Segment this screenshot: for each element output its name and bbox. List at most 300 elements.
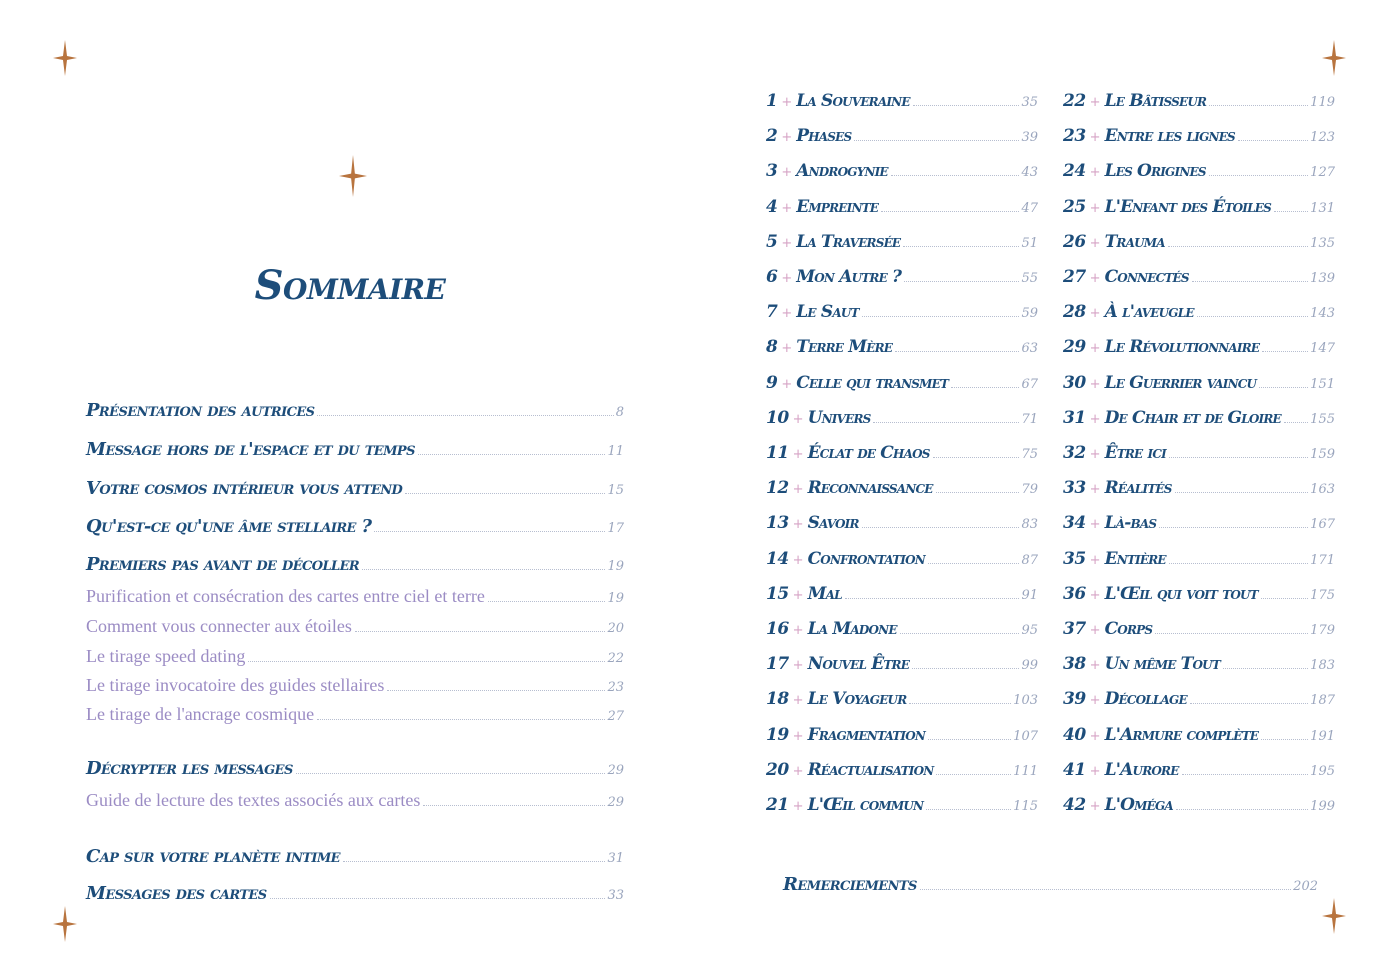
toc-entry-label: Le tirage de l'ancrage cosmique: [86, 704, 315, 724]
card-entry[interactable]: [1063, 584, 1335, 604]
card-entry[interactable]: [766, 654, 1038, 674]
dot-leader: [862, 316, 1020, 317]
card-name: Mon Autre ?: [796, 267, 902, 287]
card-name: L'Œil qui voit tout: [1104, 583, 1258, 604]
card-entry[interactable]: [766, 443, 1038, 463]
card-number: 17: [766, 654, 789, 675]
plus-separator-icon: +: [781, 235, 793, 251]
card-entry[interactable]: [1063, 443, 1335, 463]
card-number: 34: [1063, 513, 1086, 534]
dot-leader: [881, 211, 1019, 212]
dot-leader: [951, 387, 1019, 388]
card-page: 127: [1310, 165, 1335, 181]
plus-separator-icon: +: [1089, 693, 1101, 709]
card-entry[interactable]: [1063, 302, 1335, 322]
card-name: Terre Mère: [796, 337, 893, 358]
dot-leader: [936, 774, 1011, 775]
card-page: 159: [1310, 447, 1335, 462]
card-entry[interactable]: [766, 513, 1038, 533]
card-page: 155: [1310, 411, 1335, 427]
dot-leader: [405, 493, 605, 494]
card-name: La Madone: [807, 619, 897, 639]
dot-leader: [862, 527, 1020, 528]
card-entry[interactable]: [1063, 760, 1335, 780]
card-page: 91: [1021, 587, 1038, 603]
dot-leader: [926, 809, 1011, 810]
dot-leader: [845, 598, 1020, 599]
card-entry[interactable]: [766, 725, 1038, 745]
card-entry[interactable]: [1063, 549, 1335, 569]
dot-leader: [1190, 703, 1308, 704]
card-entry[interactable]: [1063, 267, 1335, 287]
card-page: 163: [1310, 482, 1335, 498]
card-name: Savoir: [807, 513, 859, 534]
card-entry[interactable]: [766, 795, 1038, 815]
toc-subsection-entry[interactable]: [86, 586, 624, 607]
card-page: 59: [1021, 306, 1038, 322]
card-number: 25: [1063, 196, 1086, 217]
card-number: 6: [766, 267, 778, 287]
card-entry[interactable]: [1063, 795, 1335, 815]
card-entry[interactable]: [1063, 408, 1335, 428]
card-page: 67: [1021, 376, 1038, 392]
card-page: 199: [1310, 799, 1335, 814]
plus-separator-icon: +: [781, 165, 793, 181]
card-number: 37: [1063, 619, 1086, 639]
dot-leader: [418, 454, 606, 455]
plus-separator-icon: +: [1089, 552, 1101, 568]
dot-leader: [920, 889, 1291, 890]
plus-separator-icon: +: [1089, 482, 1101, 498]
card-entry[interactable]: [766, 126, 1038, 146]
card-entry[interactable]: [766, 408, 1038, 428]
toc-entry-label: Message hors de l'espace et du temps: [86, 439, 415, 460]
card-name: Entière: [1104, 548, 1166, 569]
card-name: Un même Tout: [1104, 654, 1220, 675]
card-page: 119: [1310, 95, 1335, 110]
dot-leader: [904, 281, 1019, 282]
card-name: Fragmentation: [807, 724, 926, 745]
plus-separator-icon: +: [792, 763, 804, 779]
plus-separator-icon: +: [1089, 130, 1101, 146]
card-number: 16: [766, 619, 789, 639]
toc-entry-page: 29: [607, 795, 624, 810]
plus-separator-icon: +: [1089, 517, 1101, 533]
card-page: 147: [1310, 341, 1335, 357]
toc-section-entry[interactable]: [86, 883, 624, 904]
card-entry[interactable]: [1063, 478, 1335, 498]
plus-separator-icon: +: [1089, 799, 1101, 814]
card-number: 1: [766, 91, 778, 111]
dot-leader: [343, 861, 606, 862]
star-ornament-top-right: [1322, 40, 1346, 76]
card-name: Le Révolutionnaire: [1104, 337, 1260, 358]
card-page: 75: [1021, 447, 1038, 462]
toc-entry-page: 202: [1293, 879, 1318, 894]
plus-separator-icon: +: [781, 376, 793, 392]
card-page: 171: [1310, 552, 1335, 568]
star-ornament-bottom-left: [53, 906, 77, 942]
dot-leader: [1261, 598, 1308, 599]
card-name: Nouvel Être: [807, 654, 910, 675]
dot-leader: [1238, 140, 1308, 141]
toc-entry-page: 11: [607, 444, 624, 459]
dot-leader: [296, 773, 606, 774]
toc-section-entry[interactable]: [86, 400, 624, 421]
card-page: 95: [1021, 623, 1038, 638]
plus-separator-icon: +: [792, 447, 804, 462]
plus-separator-icon: +: [1089, 376, 1101, 392]
dot-leader: [903, 246, 1019, 247]
card-entry[interactable]: [1063, 689, 1335, 709]
plus-separator-icon: +: [1089, 411, 1101, 427]
plus-separator-icon: +: [792, 728, 804, 744]
card-number: 28: [1063, 302, 1086, 323]
card-name: Confrontation: [807, 548, 925, 569]
toc-subsection-entry[interactable]: [86, 790, 624, 811]
card-page: 143: [1310, 306, 1335, 322]
card-page: 191: [1310, 728, 1335, 744]
card-entry[interactable]: [1063, 373, 1335, 393]
plus-separator-icon: +: [781, 200, 793, 216]
toc-entry-label: Décrypter les messages: [86, 758, 293, 779]
toc-entry-label: Purification et consécration des cartes entre ciel et terre: [86, 586, 485, 606]
card-entry[interactable]: [1063, 91, 1335, 111]
toc-entry-label: Qu'est-ce qu'une âme stellaire ?: [86, 516, 372, 537]
toc-entry-page: 27: [607, 709, 624, 724]
toc-entry-remerciements[interactable]: [783, 874, 1318, 895]
card-number: 8: [766, 337, 778, 358]
dot-leader: [1209, 175, 1308, 176]
card-entry[interactable]: [766, 619, 1038, 639]
toc-entry-label: Votre cosmos intérieur vous attend: [86, 478, 403, 499]
card-page: 99: [1021, 658, 1038, 674]
card-number: 38: [1063, 654, 1086, 675]
dot-leader: [928, 739, 1011, 740]
toc-entry-label: Guide de lecture des textes associés aux cartes: [86, 790, 421, 810]
card-number: 14: [766, 548, 789, 569]
toc-entry-page: 19: [607, 591, 624, 606]
dot-leader: [488, 601, 606, 602]
card-number: 30: [1063, 372, 1086, 393]
toc-entry-page: 15: [607, 483, 624, 498]
card-name: Les Origines: [1104, 161, 1206, 182]
plus-separator-icon: +: [781, 341, 793, 357]
card-number: 13: [766, 513, 789, 534]
card-number: 7: [766, 302, 778, 323]
plus-separator-icon: +: [1089, 341, 1101, 357]
card-page: 139: [1310, 271, 1335, 286]
dot-leader: [895, 351, 1019, 352]
card-page: 131: [1310, 200, 1335, 216]
card-number: 12: [766, 478, 789, 499]
plus-separator-icon: +: [792, 658, 804, 674]
dot-leader: [1175, 492, 1309, 493]
dot-leader: [1209, 105, 1308, 106]
card-page: 195: [1310, 763, 1335, 779]
dot-leader: [1197, 316, 1308, 317]
card-name: Mal: [807, 583, 842, 604]
dot-leader: [900, 633, 1020, 634]
toc-entry-page: 17: [607, 521, 624, 536]
plus-separator-icon: +: [792, 799, 804, 814]
star-ornament-top-left: [53, 40, 77, 76]
card-entry[interactable]: [1063, 197, 1335, 217]
plus-separator-icon: +: [1089, 658, 1101, 674]
card-page: 63: [1021, 341, 1038, 357]
card-number: 10: [766, 407, 789, 428]
dot-leader: [355, 631, 606, 632]
card-entry[interactable]: [1063, 232, 1335, 252]
card-page: 43: [1021, 165, 1038, 181]
card-number: 9: [766, 372, 778, 393]
dot-leader: [270, 898, 606, 899]
toc-entry-page: 22: [607, 651, 624, 666]
plus-separator-icon: +: [792, 552, 804, 568]
card-page: 179: [1310, 623, 1335, 638]
dot-leader: [933, 457, 1020, 458]
card-name: Le Saut: [796, 302, 859, 323]
dot-leader: [248, 661, 605, 662]
card-entry[interactable]: [1063, 619, 1335, 639]
dot-leader: [854, 140, 1019, 141]
card-number: 39: [1063, 689, 1086, 710]
dot-leader: [387, 690, 605, 691]
plus-separator-icon: +: [792, 587, 804, 603]
card-page: 175: [1310, 587, 1335, 603]
toc-section-entry[interactable]: [86, 846, 624, 867]
plus-separator-icon: +: [792, 623, 804, 638]
card-entry[interactable]: [766, 91, 1038, 111]
dot-leader: [913, 105, 1020, 106]
card-page: 103: [1013, 693, 1038, 709]
card-page: 111: [1013, 763, 1038, 779]
toc-entry-page: 33: [607, 888, 624, 903]
card-number: 3: [766, 161, 778, 182]
plus-separator-icon: +: [792, 482, 804, 498]
card-page: 115: [1013, 799, 1038, 814]
toc-entry-label: Cap sur votre planète intime: [86, 846, 340, 867]
card-page: 167: [1310, 517, 1335, 533]
card-page: 35: [1021, 95, 1038, 110]
dot-leader: [1169, 457, 1308, 458]
toc-entry-page: 23: [607, 680, 624, 695]
plus-separator-icon: +: [1089, 728, 1101, 744]
card-name: Le Bâtisseur: [1104, 91, 1207, 111]
card-page: 39: [1021, 130, 1038, 146]
card-name: La Souveraine: [796, 91, 910, 111]
card-entry[interactable]: [766, 373, 1038, 393]
card-entry[interactable]: [1063, 161, 1335, 181]
dot-leader: [1169, 563, 1308, 564]
card-number: 41: [1063, 759, 1086, 780]
card-entry[interactable]: [766, 337, 1038, 357]
dot-leader: [1261, 739, 1308, 740]
card-number: 40: [1063, 724, 1086, 745]
card-name: Empreinte: [796, 196, 879, 217]
dot-leader: [1262, 351, 1308, 352]
dot-leader: [317, 415, 613, 416]
dot-leader: [873, 422, 1019, 423]
toc-entry-page: 8: [615, 405, 624, 420]
toc-entry-label: Le tirage invocatoire des guides stellaires: [86, 675, 385, 695]
card-page: 83: [1021, 517, 1038, 533]
card-number: 19: [766, 724, 789, 745]
card-name: Reconnaissance: [807, 478, 933, 499]
card-name: Entre les lignes: [1104, 126, 1235, 147]
plus-separator-icon: +: [1089, 271, 1101, 286]
dot-leader: [1182, 774, 1309, 775]
card-entry[interactable]: [766, 478, 1038, 498]
card-number: 29: [1063, 337, 1086, 358]
card-number: 26: [1063, 231, 1086, 252]
card-name: Être ici: [1104, 443, 1166, 463]
card-entry[interactable]: [766, 760, 1038, 780]
toc-subsection-entry[interactable]: [86, 616, 624, 637]
card-page: 87: [1021, 552, 1038, 568]
dot-leader: [891, 175, 1020, 176]
card-number: 4: [766, 196, 778, 217]
plus-separator-icon: +: [792, 517, 804, 533]
dot-leader: [936, 492, 1020, 493]
card-entry[interactable]: [766, 197, 1038, 217]
card-entry[interactable]: [1063, 725, 1335, 745]
card-page: 47: [1021, 200, 1038, 216]
star-ornament-title: [339, 150, 367, 202]
card-entry[interactable]: [766, 267, 1038, 287]
dot-leader: [317, 719, 605, 720]
toc-section-entry[interactable]: [86, 478, 624, 499]
toc-entry-label: Comment vous connecter aux étoiles: [86, 616, 352, 636]
dot-leader: [1259, 387, 1308, 388]
card-name: À l'aveugle: [1104, 302, 1194, 323]
card-name: Corps: [1104, 619, 1153, 639]
card-number: 32: [1063, 443, 1086, 463]
toc-entry-page: 20: [607, 621, 624, 636]
card-entry[interactable]: [766, 689, 1038, 709]
card-page: 55: [1021, 271, 1038, 286]
card-entry[interactable]: [1063, 337, 1335, 357]
toc-section-entry[interactable]: [86, 554, 624, 575]
card-number: 42: [1063, 795, 1086, 815]
plus-separator-icon: +: [1089, 447, 1101, 462]
star-ornament-bottom-right: [1322, 898, 1346, 934]
card-name: Décollage: [1104, 689, 1187, 710]
card-number: 15: [766, 583, 789, 604]
toc-entry-label: Premiers pas avant de décoller: [86, 554, 360, 575]
page-title: Sommaire: [254, 262, 446, 309]
card-entry[interactable]: [1063, 654, 1335, 674]
dot-leader: [1192, 281, 1308, 282]
card-number: 33: [1063, 478, 1086, 499]
dot-leader: [1223, 668, 1308, 669]
card-page: 71: [1021, 411, 1038, 427]
toc-section-entry[interactable]: [86, 758, 624, 779]
dot-leader: [1168, 246, 1308, 247]
card-number: 18: [766, 689, 789, 710]
plus-separator-icon: +: [1089, 165, 1101, 181]
toc-subsection-entry[interactable]: [86, 646, 624, 667]
card-name: L'Aurore: [1104, 759, 1179, 780]
toc-subsection-entry[interactable]: [86, 675, 624, 696]
card-name: Le Guerrier vaincu: [1104, 372, 1257, 393]
card-number: 27: [1063, 267, 1086, 287]
card-page: 51: [1021, 235, 1038, 251]
card-number: 24: [1063, 161, 1086, 182]
card-number: 31: [1063, 407, 1086, 428]
card-number: 23: [1063, 126, 1086, 147]
card-name: De Chair et de Gloire: [1104, 407, 1281, 428]
toc-entry-page: 19: [607, 559, 624, 574]
card-number: 5: [766, 231, 778, 252]
card-number: 22: [1063, 91, 1086, 111]
toc-entry-label: Présentation des autrices: [86, 400, 315, 421]
plus-separator-icon: +: [1089, 306, 1101, 322]
toc-section-entry[interactable]: [86, 439, 624, 460]
card-name: Trauma: [1104, 231, 1165, 252]
card-entry[interactable]: [766, 549, 1038, 569]
card-number: 11: [766, 443, 789, 463]
dot-leader: [1159, 527, 1308, 528]
card-name: Le Voyageur: [807, 689, 907, 710]
plus-separator-icon: +: [1089, 587, 1101, 603]
card-entry[interactable]: [766, 584, 1038, 604]
toc-entry-page: 31: [607, 851, 624, 866]
toc-subsection-entry[interactable]: [86, 704, 624, 725]
card-name: Connectés: [1104, 267, 1189, 287]
plus-separator-icon: +: [1089, 95, 1101, 110]
toc-section-entry[interactable]: [86, 516, 624, 537]
plus-separator-icon: +: [1089, 200, 1101, 216]
card-page: 79: [1021, 482, 1038, 498]
toc-entry-label: Le tirage speed dating: [86, 646, 246, 666]
card-name: L'Enfant des Étoiles: [1104, 196, 1271, 217]
card-entry[interactable]: [766, 232, 1038, 252]
card-page: 151: [1310, 376, 1335, 392]
toc-entry-label: Messages des cartes: [86, 883, 267, 904]
card-entry[interactable]: [766, 302, 1038, 322]
card-number: 35: [1063, 548, 1086, 569]
card-page: 135: [1310, 235, 1335, 251]
toc-entry-label: Remerciements: [783, 874, 917, 895]
plus-separator-icon: +: [781, 130, 793, 146]
card-number: 36: [1063, 583, 1086, 604]
card-entry[interactable]: [1063, 513, 1335, 533]
plus-separator-icon: +: [781, 306, 793, 322]
card-name: L'Œil commun: [807, 795, 924, 815]
dot-leader: [909, 703, 1011, 704]
dot-leader: [912, 668, 1019, 669]
card-name: La Traversée: [796, 231, 901, 252]
card-entry[interactable]: [1063, 126, 1335, 146]
card-number: 20: [766, 759, 789, 780]
card-number: 2: [766, 126, 778, 147]
dot-leader: [423, 805, 605, 806]
dot-leader: [1176, 809, 1308, 810]
plus-separator-icon: +: [1089, 763, 1101, 779]
card-name: Réactualisation: [807, 759, 934, 780]
card-name: Androgynie: [796, 161, 888, 182]
toc-entry-page: 29: [607, 763, 624, 778]
card-name: L'Armure complète: [1104, 724, 1259, 745]
card-page: 183: [1310, 658, 1335, 674]
card-page: 107: [1013, 728, 1038, 744]
plus-separator-icon: +: [781, 271, 793, 286]
card-entry[interactable]: [766, 161, 1038, 181]
card-page: 123: [1310, 130, 1335, 146]
plus-separator-icon: +: [1089, 623, 1101, 638]
dot-leader: [374, 531, 605, 532]
